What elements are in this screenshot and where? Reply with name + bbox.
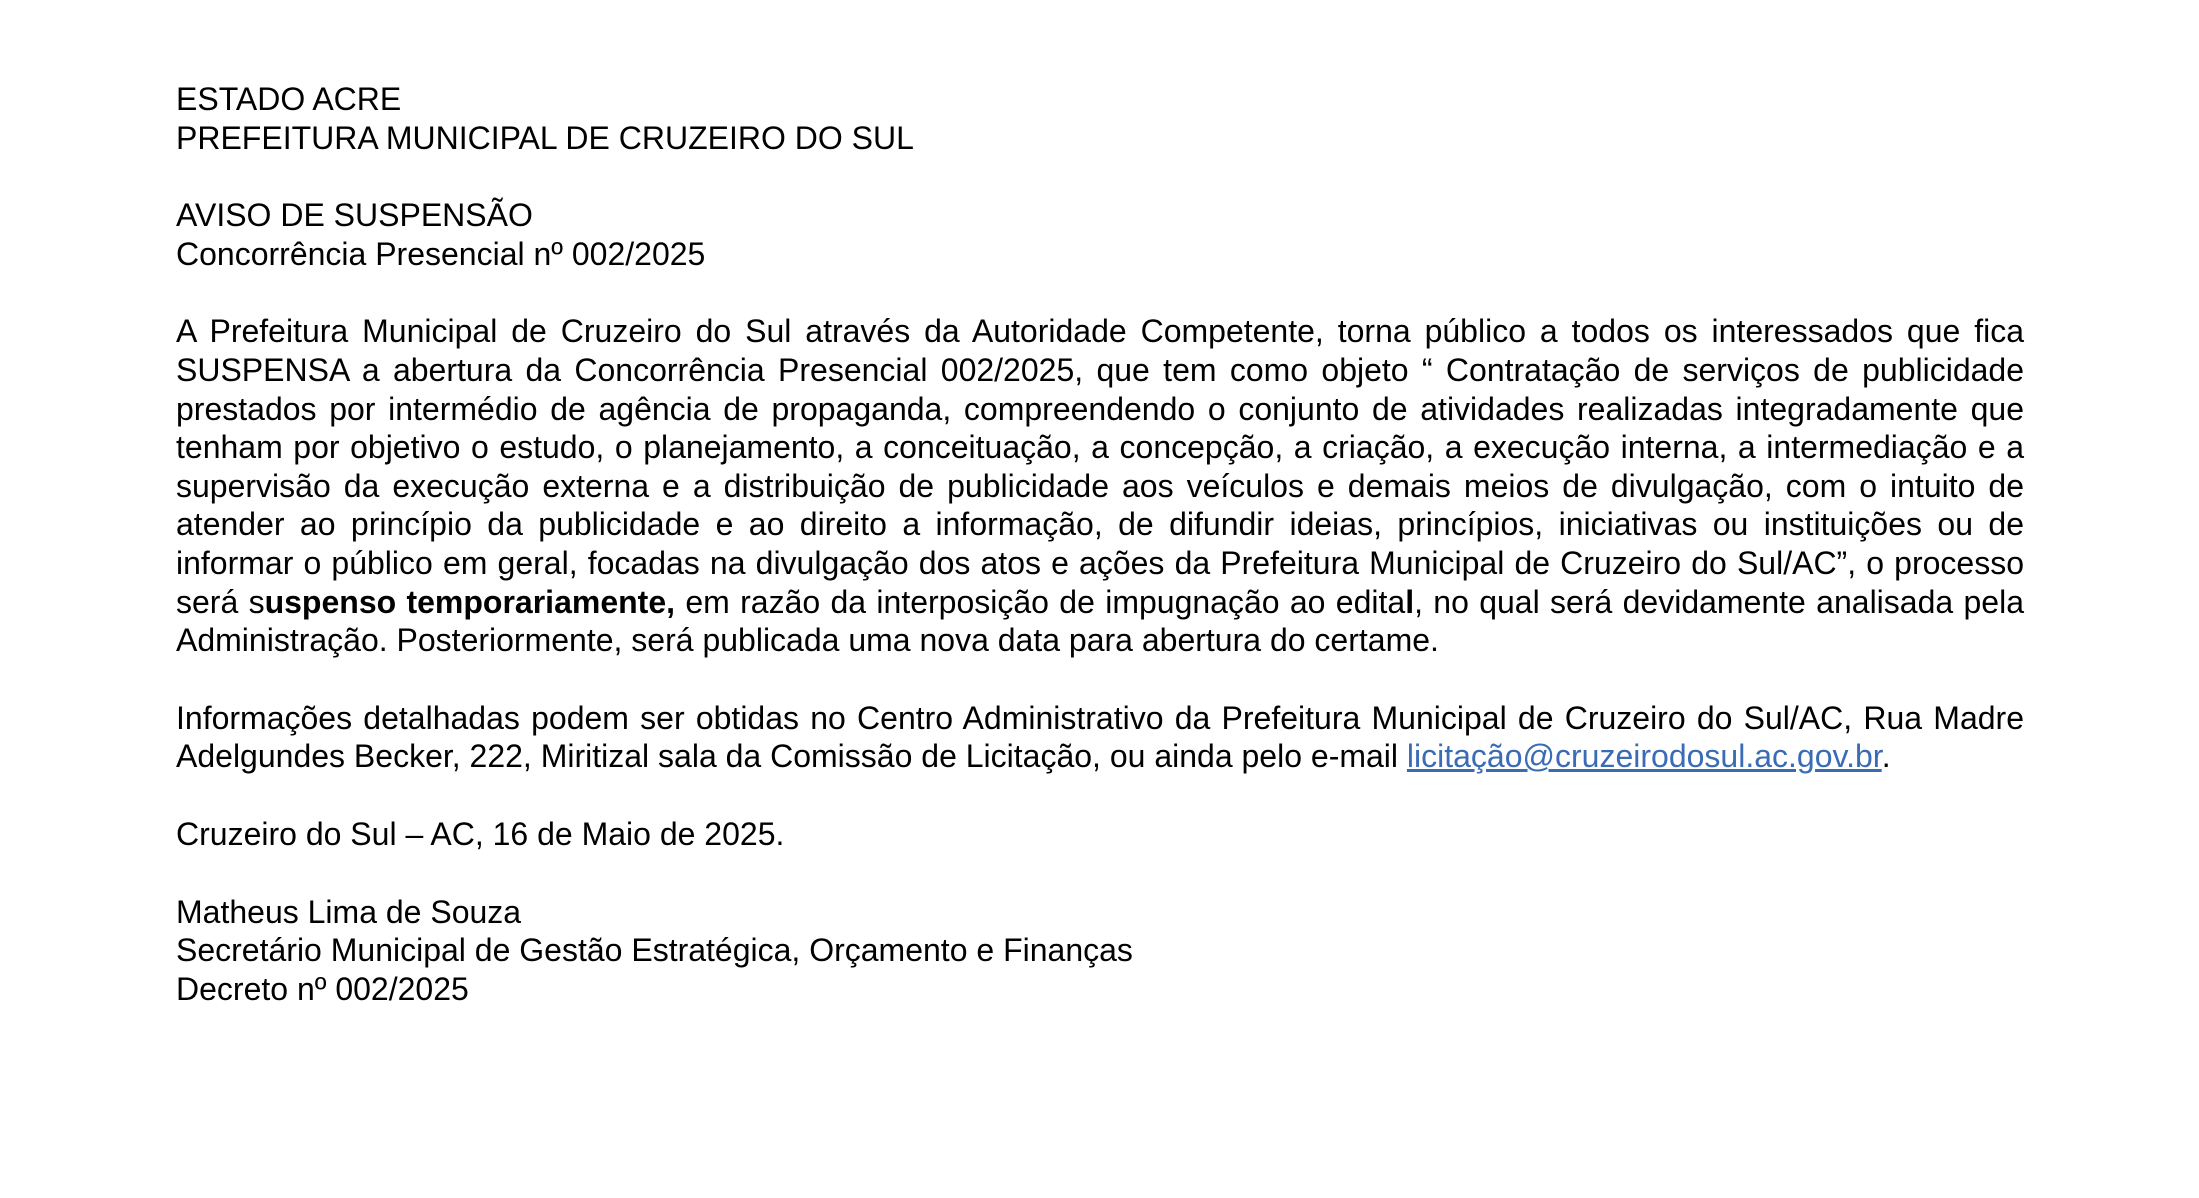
signature-block xyxy=(176,893,2024,1009)
state-name: ESTADO ACRE xyxy=(176,81,402,117)
date-line: Cruzeiro do Sul – AC, 16 de Maio de 2025. xyxy=(176,815,785,852)
signatory-role: Secretário Municipal de Gestão Estratégica, Orçamento e Finanças xyxy=(176,932,1133,969)
paragraph-text-part: em razão da interposição de impugnação ao edita xyxy=(675,583,1406,620)
decree-reference: Decreto nº 002/2025 xyxy=(176,970,469,1007)
notice-subtitle: Concorrência Presencial nº 002/2025 xyxy=(176,235,706,272)
signatory-name: Matheus Lima de Souza xyxy=(176,893,522,930)
header-block xyxy=(176,80,2024,157)
spacer xyxy=(176,157,2024,196)
information-paragraph xyxy=(176,699,2024,776)
document-page xyxy=(176,80,2024,1008)
paragraph-text-part: . xyxy=(1881,738,1891,775)
notice-title-block xyxy=(176,196,2024,273)
spacer xyxy=(176,776,2024,815)
suspension-paragraph xyxy=(176,312,2024,659)
paragraph-text-part: , no qual será devidamente analisada pela Administração. Posteriormente, será publicada uma nova data para abertura do certame. xyxy=(176,583,2025,659)
notice-title: AVISO DE SUSPENSÃO xyxy=(176,197,533,234)
spacer xyxy=(176,273,2024,312)
paragraph-text-part: Informações detalhadas podem ser obtidas no Centro Administrativo da Prefeitura Municipal de Cruzeiro do Sul/AC, Rua Madre Adelgundes Becker, 222, Miritizal sala da Comissão de Licitação, ou ainda pelo e-mail xyxy=(176,699,2024,775)
spacer xyxy=(176,660,2024,699)
paragraph-bold-text: uspenso temporariamente, xyxy=(264,583,676,620)
email-link[interactable]: licitação@cruzeirodosul.ac.gov.br xyxy=(1406,738,1882,775)
spacer xyxy=(176,854,2024,893)
paragraph-bold-text: l xyxy=(1405,583,1415,620)
prefecture-name: PREFEITURA MUNICIPAL DE CRUZEIRO DO SUL xyxy=(176,119,914,156)
paragraph-text-part: A Prefeitura Municipal de Cruzeiro do Sul através da Autoridade Competente, torna público a todos os interessados que fica SUSPENSA a abertura da Concorrência Presencial 002/2025, que tem como objeto “ Contratação de serviços de publicidade prestados por intermédio de agência de propaganda, compreendendo o conjunto de atividades realizadas integradamente que tenham por objetivo o estudo, o planejamento, a conceituação, a concepção, a criação, a execução interna, a intermediação e a supervisão da execução externa e a distribuição de publicidade aos veículos e demais meios de divulgação, com o intuito de atender ao princípio da publicidade e ao direito a informação, de difundir ideias, princípios, iniciativas ou instituições ou de informar o público em geral, focadas na divulgação dos atos e ações da Prefeitura Municipal de Cruzeiro do Sul/AC”, o processo será s xyxy=(176,313,2024,620)
